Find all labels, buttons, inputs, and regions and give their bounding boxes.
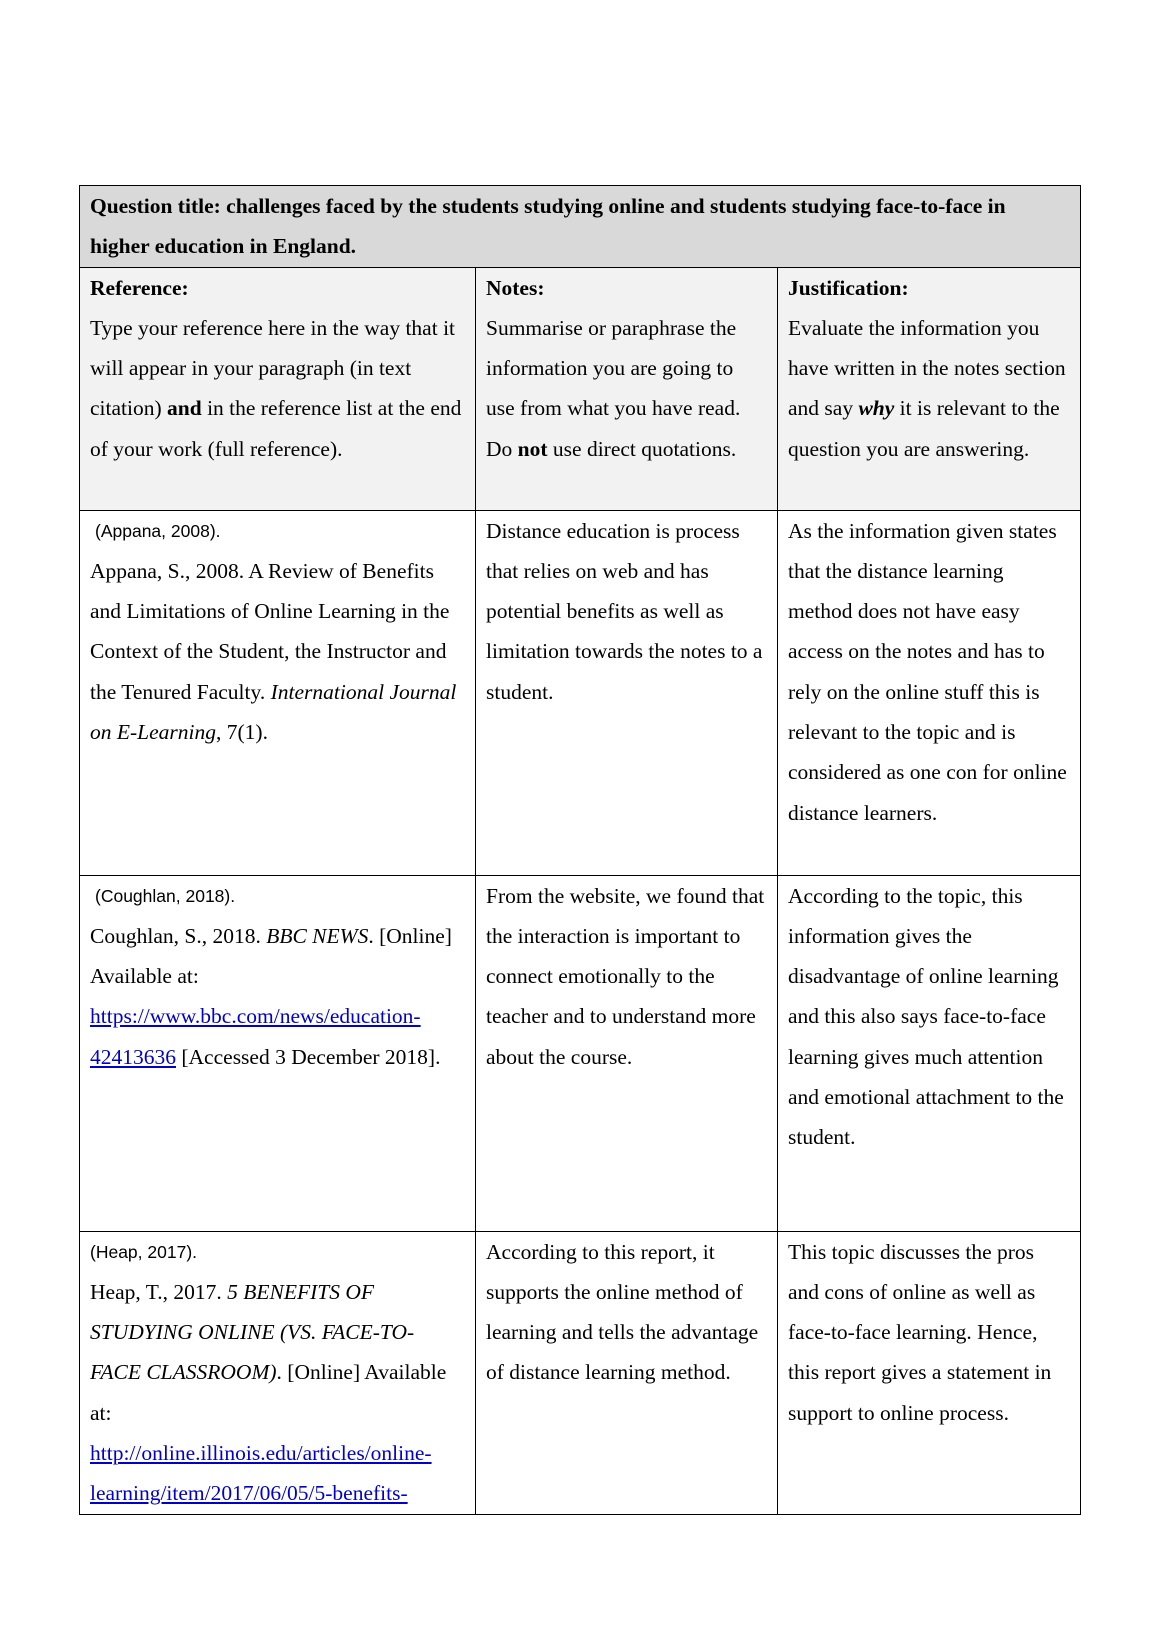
notes-header-bold: not <box>517 436 548 461</box>
reference-available: . [Online] Available at: <box>90 923 452 989</box>
reference-title: 5 BENEFITS OF STUDYING ONLINE (VS. FACE-TO-FACE CLASSROOM) <box>90 1279 415 1385</box>
table-row <box>80 875 1081 1231</box>
header-row <box>80 267 1081 510</box>
justification-header-text-2: it is relevant to the question you are answering. <box>788 396 1060 461</box>
justification-cell: As the information given states that the distance learning method does not have easy access on the notes and has to rely on the online stuff this is relevant to the topic and is considered as one con for online distance learners. <box>778 510 1081 875</box>
table-row <box>80 510 1081 875</box>
in-text-citation: (Appana, 2008). <box>95 520 221 541</box>
reference-text: Heap, T., 2017. <box>90 1279 222 1304</box>
notes-header-label: Notes: <box>486 275 545 300</box>
title-row <box>80 186 1081 268</box>
reference-table <box>79 185 1081 1515</box>
reference-header-label: Reference: <box>90 275 189 300</box>
reference-header-bold: and <box>167 396 202 421</box>
question-title-text: challenges faced by the students studying online and students studying face-to-face in higher education in England. <box>90 194 1006 259</box>
notes-header-cell <box>476 267 778 510</box>
justification-cell: This topic discusses the pros and cons of online as well as face-to-face learning. Hence, this report gives a statement in support to online process. <box>778 1231 1081 1514</box>
reference-url-link-continued[interactable]: 42413636 <box>90 1044 176 1069</box>
notes-cell: According to this report, it supports the online method of learning and tells the advantage of distance learning method. <box>476 1231 778 1514</box>
reference-available: . [Online] Available at: <box>90 1360 447 1425</box>
reference-cell <box>80 1231 476 1514</box>
reference-cell <box>80 510 476 875</box>
justification-header-label: Justification: <box>788 275 909 300</box>
justification-cell: According to the topic, this information gives the disadvantage of online learning and this also says face-to-face learning gives much attention and emotional attachment to the student. <box>778 875 1081 1231</box>
reference-tail: , 7(1). <box>216 720 268 745</box>
justification-header-text-1: Evaluate the information you have written in the notes section and say <box>788 315 1066 421</box>
reference-url-link[interactable]: http://online.illinois.edu/articles/online- <box>90 1441 432 1466</box>
in-text-citation: (Heap, 2017). <box>90 1241 198 1262</box>
reference-journal: International Journal on E-Learning <box>90 679 457 745</box>
justification-header-bold-italic: why <box>858 396 895 421</box>
reference-cell <box>80 875 476 1231</box>
reference-header-text-2: in the reference list at the end of your work (full reference). <box>90 396 462 461</box>
notes-header-text-2: use direct quotations. <box>552 436 737 461</box>
reference-title: BBC NEWS <box>266 923 369 948</box>
reference-header-cell <box>80 267 476 510</box>
reference-url-link-continued[interactable]: learning/item/2017/06/05/5-benefits- <box>90 1481 408 1506</box>
reference-url-link[interactable]: https://www.bbc.com/news/education- <box>90 1004 421 1029</box>
reference-text: Appana, S., 2008. A Review of Benefits and Limitations of Online Learning in the Context of the Student, the Instructor and the Tenured Faculty. <box>90 558 450 704</box>
notes-cell: Distance education is process that relies on web and has potential benefits as well as limitation towards the notes to a student. <box>476 510 778 875</box>
question-title-cell <box>80 186 1081 268</box>
question-title-label: Question title: <box>90 194 221 218</box>
reference-accessed: [Accessed 3 December 2018]. <box>181 1044 441 1069</box>
justification-header-cell <box>778 267 1081 510</box>
in-text-citation: (Coughlan, 2018). <box>95 885 236 906</box>
notes-cell: From the website, we found that the interaction is important to connect emotionally to the teacher and to understand more about the course. <box>476 875 778 1231</box>
reference-text: Coughlan, S., 2018. <box>90 923 261 948</box>
reference-header-text-1: Type your reference here in the way that it will appear in your paragraph (in text citation) <box>90 315 456 421</box>
table-row <box>80 1231 1081 1514</box>
notes-header-text-1: Summarise or paraphrase the information you are going to use from what you have read. Do <box>486 315 741 461</box>
